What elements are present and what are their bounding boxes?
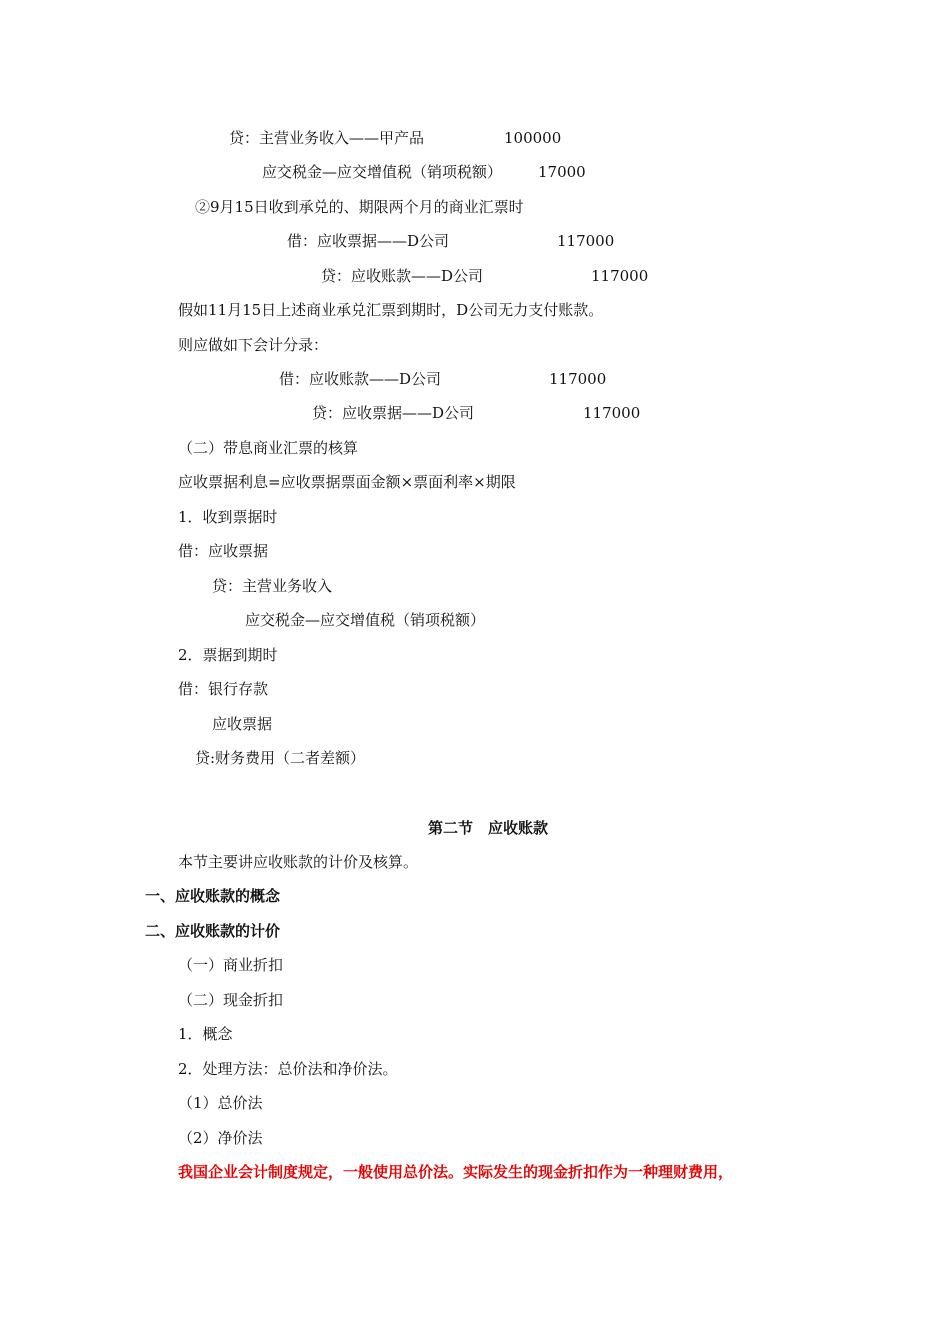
credit-notes-receivable-d: 贷：应收票据——D公司 [312, 404, 475, 422]
note-receipt-sept15: ②9月15日收到承兑的、期限两个月的商业汇票时 [195, 198, 524, 216]
amount-117000-a: 117000 [557, 232, 615, 250]
credit-finance-expense: 贷:财务费用（二者差额） [195, 749, 366, 767]
item-trade-discount: （一）商业折扣 [178, 956, 284, 974]
item-concept: 1．概念 [178, 1025, 233, 1043]
vat-payable-line-2: 应交税金—应交增值税（销项税额） [245, 611, 486, 629]
debit-bank-deposit: 借：银行存款 [178, 680, 269, 698]
heading-concept: 一、应收账款的概念 [145, 887, 281, 905]
notes-receivable-line: 应收票据 [212, 715, 273, 733]
amount-100000: 100000 [504, 129, 562, 147]
debit-notes-receivable: 借：应收票据 [178, 542, 269, 560]
amount-117000-d: 117000 [583, 404, 641, 422]
credit-main-revenue: 贷：主营业务收入——甲产品 [229, 129, 425, 147]
item-net-method: （2）净价法 [178, 1129, 263, 1147]
step-receive-note: 1．收到票据时 [178, 508, 278, 526]
amount-117000-b: 117000 [591, 267, 649, 285]
formula-interest: 应收票据利息=应收票据票面金额×票面利率×期限 [178, 473, 516, 491]
item-cash-discount: （二）现金折扣 [178, 991, 284, 1009]
paragraph-nov15-default: 假如11月15日上述商业承兑汇票到期时，D公司无力支付账款。 [178, 301, 604, 319]
debit-accounts-receivable-d: 借：应收账款——D公司 [279, 370, 442, 388]
heading-valuation: 二、应收账款的计价 [145, 922, 281, 940]
amount-17000: 17000 [538, 163, 586, 181]
paragraph-entry-intro: 则应做如下会计分录： [178, 336, 329, 354]
vat-payable-line: 应交税金—应交增值税（销项税额） [262, 163, 503, 181]
subheading-interest-bearing: （二）带息商业汇票的核算 [178, 439, 359, 457]
item-gross-method: （1）总价法 [178, 1094, 263, 1112]
credit-accounts-receivable-d: 贷：应收账款——D公司 [321, 267, 484, 285]
amount-117000-c: 117000 [549, 370, 607, 388]
debit-notes-receivable-d: 借：应收票据——D公司 [287, 232, 450, 250]
step-note-maturity: 2．票据到期时 [178, 646, 278, 664]
section-intro: 本节主要讲应收账款的计价及核算。 [178, 853, 419, 871]
section-title: 第二节 应收账款 [428, 819, 549, 837]
highlighted-regulation-note: 我国企业会计制度规定，一般使用总价法。实际发生的现金折扣作为一种理财费用， [178, 1163, 734, 1181]
item-methods: 2．处理方法：总价法和净价法。 [178, 1060, 398, 1078]
credit-main-revenue-2: 贷：主营业务收入 [212, 577, 333, 595]
